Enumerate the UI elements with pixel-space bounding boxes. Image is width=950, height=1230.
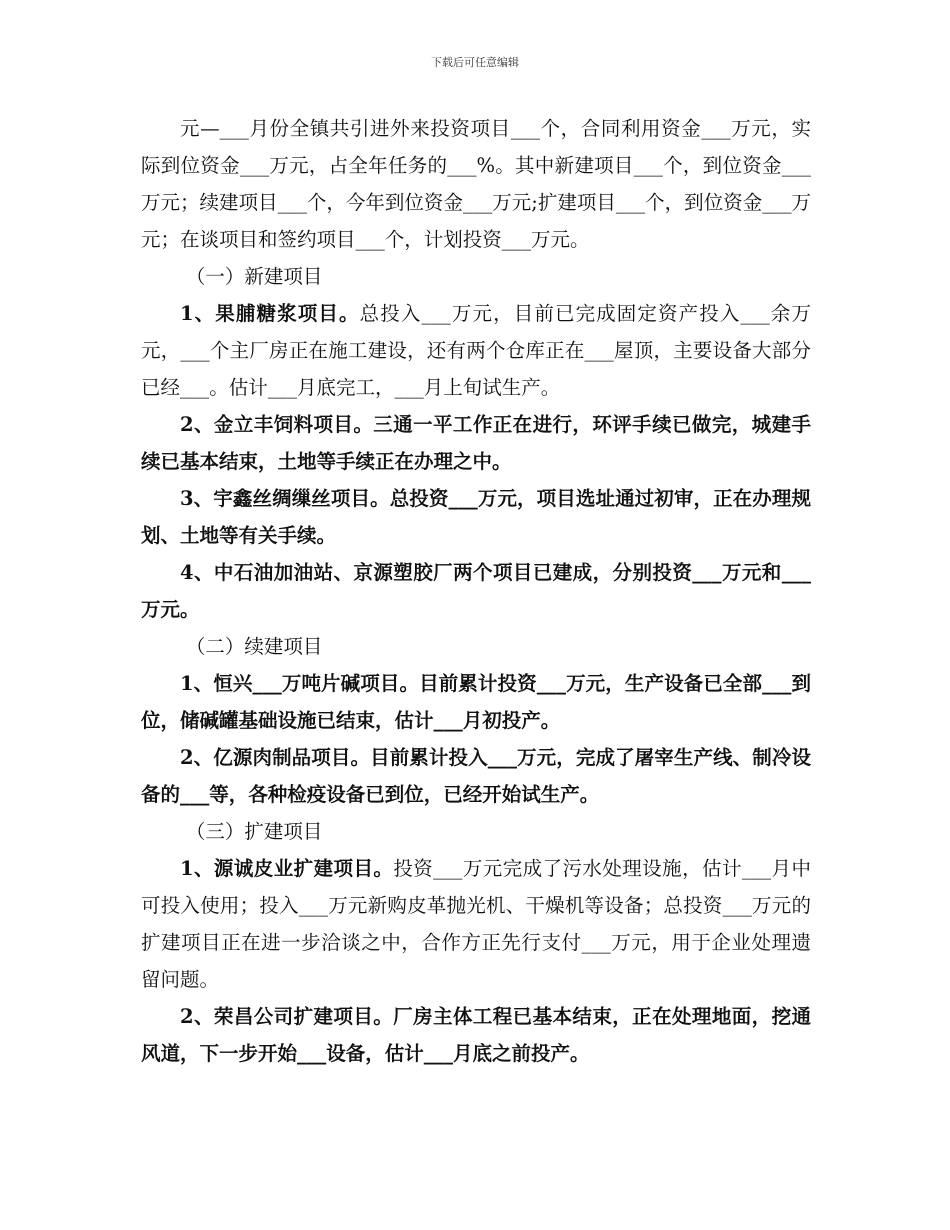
- item-title: 1、源诚皮业扩建项目。: [180, 857, 394, 880]
- list-item: [141, 665, 811, 739]
- list-item: [141, 739, 811, 813]
- item-title: 1、恒兴___万吨片碱项目。目前累计投资___万元，生产设备已全部___到位，储碱罐基础设施已结束，估计___月初投产。: [141, 672, 811, 732]
- item-text: 总投入___万元，目前已完成固定资产投入___余万元，___个主厂房正在施工建设，还有两个仓库正在___屋顶，主要设备大部分已经___。估计___月底完工，___月上旬试生产。: [141, 302, 811, 399]
- list-item: [141, 480, 811, 554]
- item-title: 2、亿源肉制品项目。目前累计投入___万元，完成了屠宰生产线、制冷设备的___等，各种检疫设备已到位，已经开始试生产。: [141, 746, 811, 806]
- list-item: [141, 998, 811, 1072]
- item-title: 1、果脯糖浆项目。: [180, 302, 360, 325]
- section-heading: （二）续建项目: [185, 635, 323, 658]
- list-item: [141, 850, 811, 998]
- list-item: [141, 295, 811, 406]
- list-item: [141, 406, 811, 480]
- intro-paragraph: 元—___月份全镇共引进外来投资项目___个，合同利用资金___万元，实际到位资金___万元，占全年任务的___%。其中新建项目___个，到位资金___万元；续建项目___个，今年到位资金___万元;扩建项目___个，到位资金___万元；在谈项目和签约项目___个，计划投资___万元。: [141, 117, 811, 251]
- document-body: [141, 110, 811, 1072]
- section-heading: （三）扩建项目: [185, 820, 323, 843]
- item-title: 3、宇鑫丝绸缫丝项目。总投资___万元，项目选址通过初审，正在办理规划、土地等有关手续。: [141, 487, 811, 547]
- item-text: 投资___万元完成了污水处理设施，估计___月中可投入使用；投入___万元新购皮革抛光机、干燥机等设备；总投资___万元的扩建项目正在进一步洽谈之中，合作方正先行支付___万元，用于企业处理遗留问题。: [141, 857, 811, 991]
- page-header: 下载后可任意编辑: [431, 56, 519, 69]
- item-title: 4、中石油加油站、京源塑胶厂两个项目已建成，分别投资___万元和___万元。: [141, 561, 811, 621]
- item-title: 2、金立丰饲料项目。三通一平工作正在进行，环评手续已做完，城建手续已基本结束，土地等手续正在办理之中。: [141, 413, 811, 473]
- section-heading: （一）新建项目: [185, 265, 323, 288]
- list-item: [141, 554, 811, 628]
- item-title: 2、荣昌公司扩建项目。厂房主体工程已基本结束，正在处理地面，挖通风道，下一步开始___设备，估计___月底之前投产。: [141, 1005, 811, 1065]
